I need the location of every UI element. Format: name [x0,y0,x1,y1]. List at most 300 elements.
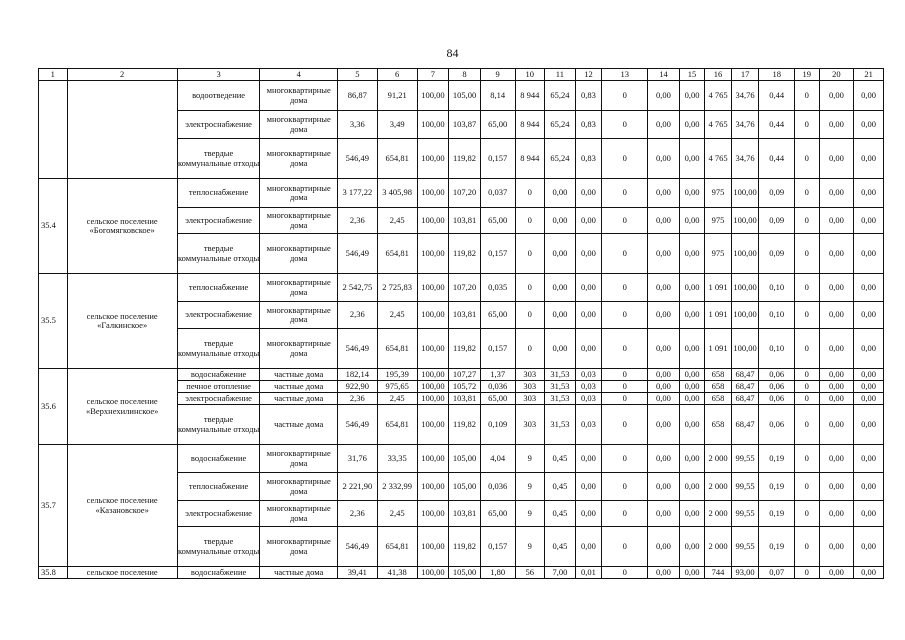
value-cell: 0,157 [480,329,515,369]
value-cell: 0,00 [854,567,884,579]
value-cell: 546,49 [337,139,377,179]
value-cell: 0,03 [575,381,602,393]
value-cell: 65,00 [480,302,515,329]
value-cell: 0,00 [648,381,680,393]
value-cell: 4 765 [705,111,732,139]
value-cell: 0,45 [545,473,576,501]
value-cell: 658 [705,393,732,405]
housing-type: многоквартирные дома [260,274,338,302]
value-cell: 8 944 [515,139,545,179]
column-number: 13 [602,69,648,81]
value-cell: 8 944 [515,111,545,139]
settlement-name: сельское поселение «Богомягковское» [67,179,177,274]
value-cell: 103,81 [449,393,481,405]
value-cell: 100,00 [417,527,449,567]
value-cell: 0,00 [648,329,680,369]
housing-type: многоквартирные дома [260,473,338,501]
column-number: 7 [417,69,449,81]
value-cell: 0,00 [854,445,884,473]
value-cell: 0,00 [575,179,602,208]
value-cell: 2 221,90 [337,473,377,501]
value-cell: 9 [515,527,545,567]
value-cell: 56 [515,567,545,579]
value-cell: 0 [515,302,545,329]
housing-type: частные дома [260,381,338,393]
value-cell: 546,49 [337,234,377,274]
value-cell: 107,20 [449,274,481,302]
value-cell: 0,00 [679,111,705,139]
value-cell: 100,00 [417,234,449,274]
value-cell: 107,20 [449,179,481,208]
value-cell: 975 [705,179,732,208]
service-name: электроснабжение [177,393,260,405]
value-cell: 100,00 [417,369,449,381]
value-cell: 0 [602,234,648,274]
header-row [39,69,884,81]
value-cell: 0,00 [819,381,854,393]
value-cell: 99,55 [731,473,759,501]
value-cell: 0 [602,567,648,579]
table-row [39,274,884,302]
value-cell: 0 [602,179,648,208]
value-cell: 0 [795,111,819,139]
value-cell: 100,00 [417,567,449,579]
value-cell: 0 [602,381,648,393]
value-cell: 0 [602,445,648,473]
value-cell: 2 725,83 [377,274,417,302]
value-cell: 100,00 [731,234,759,274]
value-cell: 0,10 [759,274,795,302]
column-number: 4 [260,69,338,81]
value-cell: 103,81 [449,208,481,234]
value-cell: 0 [602,473,648,501]
value-cell: 100,00 [417,302,449,329]
value-cell: 86,87 [337,81,377,111]
column-number: 6 [377,69,417,81]
value-cell: 100,00 [731,208,759,234]
value-cell: 0,00 [819,179,854,208]
value-cell: 0,00 [854,274,884,302]
column-number: 3 [177,69,260,81]
value-cell: 0 [602,81,648,111]
service-name: твердые коммунальные отходы [177,234,260,274]
housing-type: многоквартирные дома [260,527,338,567]
value-cell: 0,45 [545,527,576,567]
value-cell: 658 [705,405,732,445]
value-cell: 2,36 [337,393,377,405]
value-cell: 100,00 [731,274,759,302]
value-cell: 105,00 [449,445,481,473]
value-cell: 65,00 [480,501,515,527]
value-cell: 2,45 [377,393,417,405]
tariff-table [38,68,884,579]
value-cell: 0,09 [759,234,795,274]
value-cell: 1,37 [480,369,515,381]
value-cell: 0,00 [854,393,884,405]
value-cell: 2,45 [377,501,417,527]
column-number: 2 [67,69,177,81]
value-cell: 2 542,75 [337,274,377,302]
value-cell: 0,00 [854,369,884,381]
value-cell: 0 [602,501,648,527]
value-cell: 4 765 [705,139,732,179]
value-cell: 654,81 [377,234,417,274]
value-cell: 0 [602,369,648,381]
settlement-number [39,81,68,179]
value-cell: 0,00 [819,473,854,501]
table-row [39,567,884,579]
value-cell: 0,00 [819,527,854,567]
value-cell: 105,00 [449,567,481,579]
value-cell: 0 [795,274,819,302]
value-cell: 31,53 [545,381,576,393]
value-cell: 93,00 [731,567,759,579]
value-cell: 119,82 [449,527,481,567]
value-cell: 0,00 [648,445,680,473]
value-cell: 0 [795,369,819,381]
value-cell: 0,00 [545,302,576,329]
value-cell: 0,036 [480,473,515,501]
value-cell: 0 [795,329,819,369]
value-cell: 8,14 [480,81,515,111]
value-cell: 0,00 [575,501,602,527]
column-number: 10 [515,69,545,81]
value-cell: 100,00 [417,179,449,208]
value-cell: 0,00 [545,329,576,369]
value-cell: 103,87 [449,111,481,139]
service-name: водоотведение [177,81,260,111]
service-name: печное отопление [177,381,260,393]
value-cell: 0,06 [759,393,795,405]
value-cell: 0,45 [545,501,576,527]
value-cell: 0,036 [480,381,515,393]
value-cell: 34,76 [731,81,759,111]
value-cell: 0 [602,405,648,445]
value-cell: 100,00 [417,208,449,234]
value-cell: 0,06 [759,369,795,381]
value-cell: 0 [795,501,819,527]
value-cell: 744 [705,567,732,579]
settlement-number: 35.6 [39,369,68,445]
value-cell: 2 000 [705,527,732,567]
housing-type: многоквартирные дома [260,179,338,208]
value-cell: 0 [795,393,819,405]
housing-type: многоквартирные дома [260,302,338,329]
value-cell: 0 [515,274,545,302]
value-cell: 0 [602,274,648,302]
value-cell: 100,00 [731,329,759,369]
page-number: 84 [446,46,459,60]
value-cell: 100,00 [417,405,449,445]
value-cell: 0,00 [819,405,854,445]
value-cell: 100,00 [417,445,449,473]
value-cell: 0,00 [545,274,576,302]
value-cell: 195,39 [377,369,417,381]
value-cell: 0,00 [679,445,705,473]
column-number: 12 [575,69,602,81]
service-name: электроснабжение [177,501,260,527]
value-cell: 65,24 [545,139,576,179]
value-cell: 65,00 [480,111,515,139]
value-cell: 0,00 [575,329,602,369]
value-cell: 100,00 [731,302,759,329]
value-cell: 31,53 [545,369,576,381]
value-cell: 0,00 [854,473,884,501]
column-number: 17 [731,69,759,81]
value-cell: 0,10 [759,302,795,329]
column-number: 21 [854,69,884,81]
value-cell: 7,00 [545,567,576,579]
value-cell: 0,00 [648,234,680,274]
table-row [39,81,884,111]
value-cell: 0,00 [854,381,884,393]
service-name: водоснабжение [177,369,260,381]
value-cell: 0 [795,527,819,567]
value-cell: 975,65 [377,381,417,393]
value-cell: 0,00 [854,405,884,445]
housing-type: многоквартирные дома [260,501,338,527]
value-cell: 2 332,99 [377,473,417,501]
value-cell: 0,109 [480,405,515,445]
value-cell: 3 177,22 [337,179,377,208]
value-cell: 0,00 [854,111,884,139]
value-cell: 0,00 [819,81,854,111]
value-cell: 0,83 [575,81,602,111]
value-cell: 546,49 [337,405,377,445]
value-cell: 0 [795,208,819,234]
value-cell: 0,00 [819,501,854,527]
value-cell: 0 [515,179,545,208]
value-cell: 119,82 [449,405,481,445]
value-cell: 105,72 [449,381,481,393]
value-cell: 0 [795,81,819,111]
table-body [39,81,884,579]
value-cell: 0,00 [679,302,705,329]
value-cell: 0 [602,302,648,329]
table-row [39,369,884,381]
column-number: 18 [759,69,795,81]
value-cell: 0,00 [679,381,705,393]
value-cell: 0,157 [480,139,515,179]
value-cell: 68,47 [731,369,759,381]
value-cell: 0,00 [575,473,602,501]
settlement-number: 35.7 [39,445,68,567]
settlement-number: 35.4 [39,179,68,274]
value-cell: 107,27 [449,369,481,381]
value-cell: 8 944 [515,81,545,111]
value-cell: 34,76 [731,111,759,139]
value-cell: 0,00 [648,139,680,179]
value-cell: 0,00 [679,393,705,405]
value-cell: 100,00 [417,329,449,369]
service-name: электроснабжение [177,111,260,139]
value-cell: 100,00 [417,81,449,111]
value-cell: 0,035 [480,274,515,302]
value-cell: 0,00 [679,81,705,111]
service-name: теплоснабжение [177,179,260,208]
value-cell: 0 [602,139,648,179]
housing-type: многоквартирные дома [260,208,338,234]
value-cell: 0,00 [575,302,602,329]
value-cell: 654,81 [377,329,417,369]
value-cell: 654,81 [377,527,417,567]
value-cell: 0,00 [819,111,854,139]
settlement-name: сельское поселение «Казановское» [67,445,177,567]
table-row [39,179,884,208]
value-cell: 0,00 [819,208,854,234]
column-number: 16 [705,69,732,81]
value-cell: 0,00 [679,274,705,302]
housing-type: многоквартирные дома [260,234,338,274]
value-cell: 65,24 [545,81,576,111]
value-cell: 0,00 [648,179,680,208]
value-cell: 33,35 [377,445,417,473]
settlement-number: 35.5 [39,274,68,369]
value-cell: 0,00 [545,179,576,208]
value-cell: 4 765 [705,81,732,111]
value-cell: 0 [602,111,648,139]
value-cell: 9 [515,445,545,473]
value-cell: 0,03 [575,393,602,405]
value-cell: 0 [795,445,819,473]
value-cell: 105,00 [449,81,481,111]
value-cell: 303 [515,393,545,405]
value-cell: 0,00 [679,405,705,445]
value-cell: 0,00 [819,393,854,405]
value-cell: 0,00 [648,405,680,445]
value-cell: 34,76 [731,139,759,179]
value-cell: 0 [795,302,819,329]
service-name: теплоснабжение [177,473,260,501]
column-number: 19 [795,69,819,81]
value-cell: 0,00 [679,567,705,579]
value-cell: 0,00 [854,81,884,111]
value-cell: 0,00 [819,274,854,302]
housing-type: многоквартирные дома [260,139,338,179]
value-cell: 0,00 [679,208,705,234]
value-cell: 0,19 [759,527,795,567]
value-cell: 0,00 [679,179,705,208]
value-cell: 65,00 [480,208,515,234]
value-cell: 99,55 [731,445,759,473]
settlement-number: 35.8 [39,567,68,579]
value-cell: 0 [795,567,819,579]
value-cell: 0 [795,179,819,208]
value-cell: 1 091 [705,274,732,302]
value-cell: 3 405,98 [377,179,417,208]
value-cell: 99,55 [731,501,759,527]
value-cell: 119,82 [449,234,481,274]
value-cell: 2,36 [337,208,377,234]
value-cell: 303 [515,369,545,381]
value-cell: 0,19 [759,473,795,501]
value-cell: 103,81 [449,501,481,527]
value-cell: 0,00 [854,329,884,369]
settlement-name: сельское поселение «Верхнехилинское» [67,369,177,445]
service-name: водоснабжение [177,567,260,579]
service-name: твердые коммунальные отходы [177,329,260,369]
value-cell: 0,00 [819,567,854,579]
column-number: 1 [39,69,68,81]
value-cell: 0,00 [854,302,884,329]
value-cell: 0,06 [759,405,795,445]
value-cell: 0,00 [648,393,680,405]
value-cell: 0,157 [480,527,515,567]
value-cell: 68,47 [731,381,759,393]
value-cell: 1,80 [480,567,515,579]
value-cell: 103,81 [449,302,481,329]
value-cell: 31,53 [545,405,576,445]
value-cell: 99,55 [731,527,759,567]
value-cell: 65,24 [545,111,576,139]
value-cell: 0,03 [575,369,602,381]
value-cell: 0 [795,139,819,179]
settlement-name [67,81,177,179]
table-row [39,445,884,473]
column-number: 14 [648,69,680,81]
value-cell: 0,00 [854,234,884,274]
value-cell: 0 [795,473,819,501]
value-cell: 0 [602,329,648,369]
settlement-name: сельское поселение [67,567,177,579]
value-cell: 65,00 [480,393,515,405]
value-cell: 975 [705,208,732,234]
value-cell: 0,00 [679,527,705,567]
value-cell: 9 [515,473,545,501]
value-cell: 0,00 [854,179,884,208]
value-cell: 0,00 [575,208,602,234]
value-cell: 654,81 [377,139,417,179]
value-cell: 119,82 [449,139,481,179]
value-cell: 0 [515,234,545,274]
value-cell: 1 091 [705,329,732,369]
value-cell: 0,01 [575,567,602,579]
value-cell: 2 000 [705,473,732,501]
value-cell: 0 [602,393,648,405]
value-cell: 0,00 [648,567,680,579]
settlement-name: сельское поселение «Галкинское» [67,274,177,369]
value-cell: 658 [705,381,732,393]
value-cell: 0 [602,527,648,567]
value-cell: 3,49 [377,111,417,139]
value-cell: 0,00 [679,473,705,501]
value-cell: 2,45 [377,208,417,234]
value-cell: 658 [705,369,732,381]
value-cell: 0,00 [679,369,705,381]
value-cell: 0,00 [648,81,680,111]
value-cell: 100,00 [417,381,449,393]
value-cell: 0,00 [819,329,854,369]
value-cell: 0,00 [854,208,884,234]
value-cell: 0,00 [648,369,680,381]
value-cell: 100,00 [417,139,449,179]
value-cell: 105,00 [449,473,481,501]
column-number: 8 [449,69,481,81]
value-cell: 0 [515,329,545,369]
service-name: твердые коммунальные отходы [177,527,260,567]
column-number: 9 [480,69,515,81]
value-cell: 2 000 [705,445,732,473]
value-cell: 2,36 [337,501,377,527]
value-cell: 0 [795,234,819,274]
value-cell: 1 091 [705,302,732,329]
service-name: твердые коммунальные отходы [177,405,260,445]
value-cell: 0,00 [648,501,680,527]
value-cell: 0,83 [575,139,602,179]
value-cell: 922,90 [337,381,377,393]
value-cell: 0,00 [819,234,854,274]
value-cell: 2 000 [705,501,732,527]
